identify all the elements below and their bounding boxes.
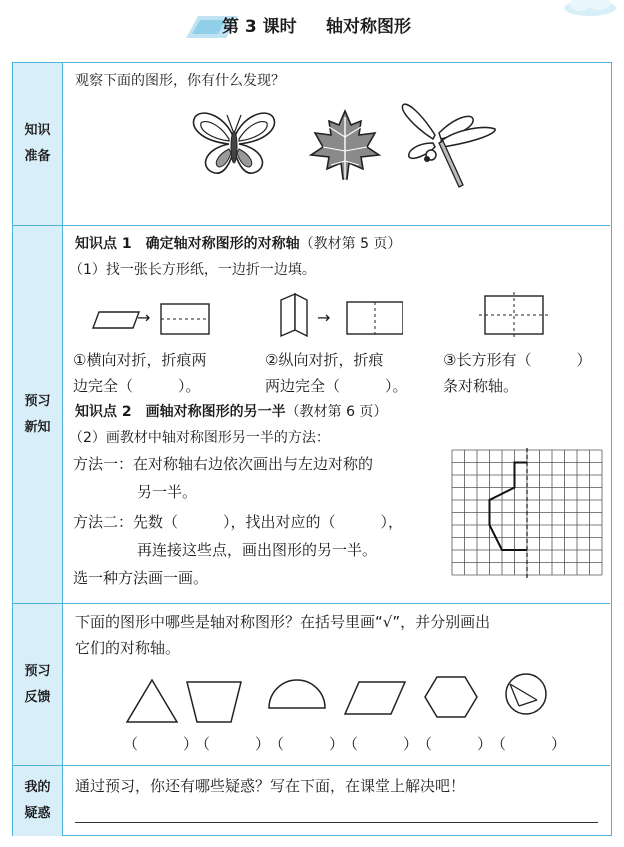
method2-line2: 再连接这些点，画出图形的另一半。 (137, 541, 378, 559)
method1-line2: 另一半。 (137, 483, 198, 501)
section-prep (13, 63, 610, 226)
worksheet (12, 62, 612, 836)
section-preview (13, 226, 610, 604)
doubts-prompt: 通过预习，你还有哪些疑惑？写在下面，在课堂上解决吧！ (75, 777, 466, 795)
fold2-line2: 两边完全（ ）。 (265, 377, 408, 395)
kp2-step: （2）画教材中轴对称图形另一半的方法： (69, 430, 330, 446)
triangle-shape (125, 676, 179, 726)
writing-line[interactable] (75, 822, 598, 823)
section-doubts (13, 766, 610, 836)
lesson-topic: 轴对称图形 (326, 17, 411, 37)
section-feedback (13, 604, 610, 766)
leaf-icon (305, 107, 385, 187)
kp2-heading (75, 402, 387, 422)
section-label: 预习 反馈 (13, 604, 63, 765)
answer-bracket[interactable]: （ ） (123, 735, 199, 753)
kp2-title: 知识点 2 画轴对称图形的另一半 (75, 404, 286, 420)
answer-bracket[interactable]: （ ） (491, 735, 567, 753)
rectangle-axes-diagram (479, 292, 549, 338)
prep-prompt: 观察下面的图形，你有什么发现？ (75, 73, 285, 89)
answer-bracket[interactable]: （ ） (343, 735, 419, 753)
kp1-title: 知识点 1 确定轴对称图形的对称轴 (75, 236, 300, 252)
lesson-number: 第 3 课时 (222, 17, 297, 37)
parallelogram-shape (341, 678, 409, 718)
choose-method: 选一种方法画一画。 (73, 569, 209, 587)
circle-segment-shape (501, 670, 551, 718)
hexagon-shape (423, 674, 479, 720)
section-label: 预习 新知 (13, 226, 63, 603)
fold1-arrow: → (137, 308, 151, 327)
section-label: 我的 疑惑 (13, 766, 63, 836)
fold2-line1: ②纵向对折，折痕 (265, 351, 384, 369)
feedback-question-line2: 它们的对称轴。 (75, 639, 181, 657)
fold1-line1: ①横向对折，折痕两 (73, 351, 207, 369)
cloud-icon (560, 0, 620, 18)
method2-line1: 方法二：先数（ ），找出对应的（ ）， (73, 513, 404, 531)
fold1-line2: 边完全（ ）。 (73, 377, 201, 395)
answer-bracket[interactable]: （ ） (417, 735, 493, 753)
half-figure (490, 463, 528, 551)
fold2-arrow: → (317, 308, 331, 327)
fold3-line1: ③长方形有（ ） (443, 351, 592, 369)
kp2-reference: （教材第 6 页） (285, 404, 388, 420)
kp1-step: （1）找一张长方形纸，一边折一边填。 (69, 262, 316, 278)
fold3-line2: 条对称轴。 (443, 377, 519, 395)
feedback-question-line1: 下面的图形中哪些是轴对称图形？在括号里画“√”，并分别画出 (75, 613, 491, 631)
section-label: 知识 准备 (13, 63, 63, 225)
kp1-reference: （教材第 5 页） (299, 236, 402, 252)
butterfly-icon (189, 109, 279, 179)
vertical-fold-diagram (273, 290, 403, 338)
kp1-heading (75, 234, 401, 254)
trapezoid-shape (185, 678, 245, 726)
method1-line1: 方法一：在对称轴右边依次画出与左边对称的 (73, 455, 374, 473)
answer-bracket[interactable]: （ ） (195, 735, 271, 753)
semicircle-shape (265, 674, 329, 714)
dragonfly-icon (399, 99, 499, 193)
answer-bracket[interactable]: （ ） (269, 735, 345, 753)
page-header (0, 0, 624, 52)
drawing-grid[interactable] (449, 448, 605, 578)
